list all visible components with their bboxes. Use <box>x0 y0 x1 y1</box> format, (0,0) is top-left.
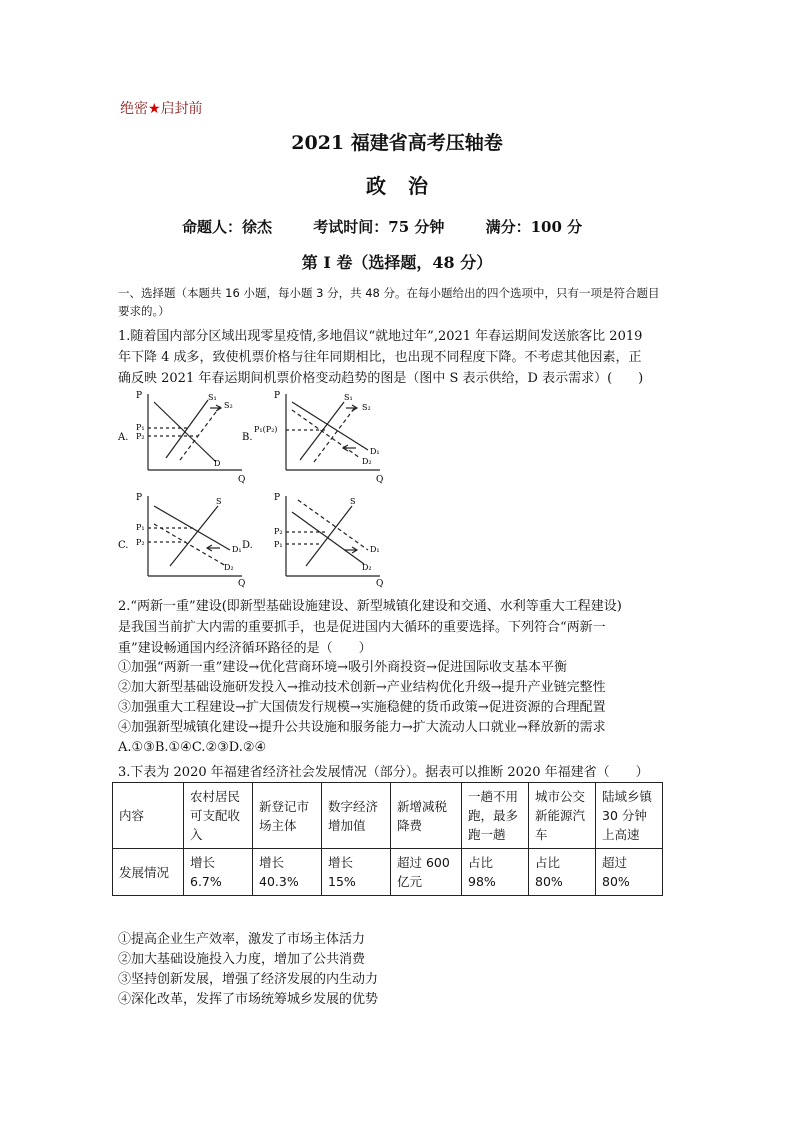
option-letter: B. <box>242 432 253 443</box>
label-p2: P₂ <box>274 527 283 536</box>
table-header-cell: 数字经济增加值 <box>322 783 391 849</box>
section-heading: 第 I 卷（选择题，48 分） <box>301 253 493 272</box>
label-d1: D₁ <box>370 447 380 456</box>
table-cell: 增长 6.7% <box>184 849 253 896</box>
table-header-row <box>113 783 663 849</box>
label-d1: D₁ <box>370 545 380 554</box>
axis-p: P <box>274 391 281 401</box>
label-s1: S₁ <box>208 393 217 402</box>
table-header-cell: 陆域乡镇 30 分钟上高速 <box>596 783 663 849</box>
option-item: ③加强重大工程建设→扩大国债发行规模→实施稳健的货币政策→促进资源的合理配置 <box>118 700 606 715</box>
table-row <box>113 849 663 896</box>
option-item: ②加大新型基础设施研发投入→推动技术创新→产业结构优化升级→提升产业链完整性 <box>118 680 606 695</box>
label-p1: P₁ <box>136 423 145 432</box>
label-s: S <box>350 497 356 506</box>
question-line: 2.“两新一重”建设(即新型基础设施建设、新型城镇化建设和交通、水利等重大工程建设) <box>118 599 622 614</box>
table-cell: 增长 15% <box>322 849 391 896</box>
axis-p: P <box>274 493 281 503</box>
option-letter: A. <box>118 432 129 443</box>
option-item: ④加强新型城镇化建设→提升公共设施和服务能力→扩大流动人口就业→释放新的需求 <box>118 720 606 735</box>
graph-c <box>116 490 252 592</box>
development-table <box>112 782 663 896</box>
label-d1: D₁ <box>232 545 242 554</box>
label-d2: D₂ <box>362 457 372 466</box>
axis-q: Q <box>238 475 246 484</box>
table-cell: 占比 98% <box>462 849 529 896</box>
option-letter: C. <box>118 540 129 551</box>
axis-p: P <box>136 391 143 401</box>
table-row-label: 发展情况 <box>113 849 184 896</box>
label-p2: P₂ <box>136 432 145 441</box>
option-item: ①加强“两新一重”建设→优化营商环境→吸引外商投资→促进国际收支基本平衡 <box>118 660 567 675</box>
table-cell: 超过 600 亿元 <box>391 849 462 896</box>
label-s: S <box>216 497 222 506</box>
label-s1: S₁ <box>344 393 353 402</box>
question-3 <box>118 762 698 783</box>
label-d: D <box>214 459 221 468</box>
option-letter: D. <box>242 540 253 551</box>
label-p1: P₁ <box>274 540 283 549</box>
answer-choices: A.①③B.①④C.②③D.②④ <box>118 740 267 755</box>
table-header-cell: 一趟不用跑，最多跑一趟 <box>462 783 529 849</box>
exam-meta <box>182 216 618 237</box>
question-line: 1.随着国内部分区域出现零星疫情,多地倡议“就地过年”,2021 年春运期间发送旅客比 2019 <box>118 329 643 344</box>
table-cell: 超过 80% <box>596 849 663 896</box>
table-header-cell: 内容 <box>113 783 184 849</box>
label-d2: D₂ <box>224 563 234 572</box>
label-s2: S₂ <box>224 401 233 410</box>
option-item: ①提高企业生产效率，激发了市场主体活力 <box>118 932 366 947</box>
label-p12: P₁(P₂) <box>254 425 278 434</box>
graph-b <box>240 388 390 488</box>
table-header-cell: 农村居民可支配收入 <box>184 783 253 849</box>
table-header-cell: 城市公交新能源汽车 <box>529 783 596 849</box>
exam-time: 考试时间：75 分钟 <box>313 218 445 236</box>
star-icon: ★ <box>148 101 161 117</box>
subject-title: 政治 <box>366 174 450 198</box>
table-header-cell: 新增减税降费 <box>391 783 462 849</box>
confidential-label <box>120 98 203 118</box>
label-p1: P₁ <box>136 523 145 532</box>
table-header-cell: 新登记市场主体 <box>253 783 322 849</box>
full-score: 满分：100 分 <box>485 218 583 236</box>
graph-d <box>240 490 390 592</box>
option-item: ③坚持创新发展，增强了经济发展的内生动力 <box>118 972 379 987</box>
graph-a <box>116 388 252 488</box>
instructions <box>118 284 698 320</box>
question-line: 3.下表为 2020 年福建省经济社会发展情况（部分）。据表可以推断 2020 年福建省（ ） <box>118 765 649 780</box>
label-d2: D₂ <box>362 563 372 572</box>
axis-q: Q <box>376 475 384 484</box>
table-cell: 增长 40.3% <box>253 849 322 896</box>
option-item: ②加大基础设施投入力度，增加了公共消费 <box>118 952 366 967</box>
question-1 <box>118 326 698 389</box>
option-item: ④深化改革，发挥了市场统筹城乡发展的优势 <box>118 992 379 1007</box>
author: 命题人：徐杰 <box>182 218 273 236</box>
axis-p: P <box>136 493 143 503</box>
q3-options <box>118 930 378 1010</box>
question-line: 重”建设畅通国内经济循环路径的是（ ） <box>118 641 372 656</box>
instructions-line: 要求的。） <box>118 304 170 318</box>
axis-q: Q <box>238 579 246 588</box>
axis-q: Q <box>376 579 384 588</box>
question-2 <box>118 596 698 659</box>
confidential-text: 绝密 <box>120 101 148 117</box>
confidential-text-2: 启封前 <box>160 101 203 117</box>
question-line: 年下降 4 成多，致使机票价格与往年同期相比，也出现不同程度下降。不考虑其他因素，正 <box>118 350 642 365</box>
question-line: 确反映 2021 年春运期间机票价格变动趋势的图是（图中 S 表示供给，D 表示需求）( ) <box>118 371 644 386</box>
instructions-line: 一、选择题（本题共 16 小题，每小题 3 分，共 48 分。在每小题给出的四个选项中，只有一项是符合题目 <box>118 286 660 300</box>
q2-options <box>118 658 606 758</box>
exam-title: 2021 福建省高考压轴卷 <box>291 132 503 154</box>
question-line: 是我国当前扩大内需的重要抓手，也是促进国内大循环的重要选择。下列符合“两新一 <box>118 620 606 635</box>
label-s2: S₂ <box>362 403 371 412</box>
label-p2: P₂ <box>136 538 145 547</box>
table-cell: 占比 80% <box>529 849 596 896</box>
